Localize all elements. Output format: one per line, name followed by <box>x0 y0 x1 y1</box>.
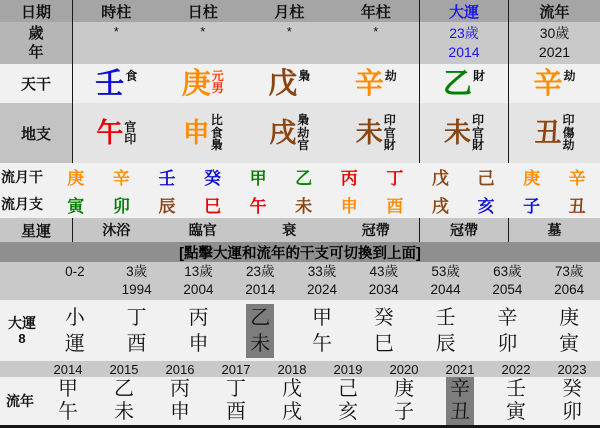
dayun-age: 3歲 1994 <box>121 264 152 297</box>
star-fortune-row <box>0 218 600 242</box>
flow-month-branch[interactable]: 卯 <box>112 196 130 216</box>
month-stem: 戊 梟 <box>268 67 311 100</box>
liunian-pillar[interactable]: 丙 申 <box>170 378 190 423</box>
liunian-pillar[interactable]: 甲 午 <box>58 378 78 423</box>
dayun-age: 73歲 2064 <box>554 264 585 297</box>
day-stem: 庚 元 男 <box>181 67 224 100</box>
liunian-year: 2015 <box>109 361 139 377</box>
liunian-year: 2023 <box>557 361 587 377</box>
dayun-stem: 乙 財 <box>442 67 486 100</box>
liunian-pillar[interactable]: 乙 未 <box>114 378 134 423</box>
header-liunian: 流年 <box>508 0 600 22</box>
age-year-label: 歲 年 <box>28 25 44 61</box>
flow-month-branch[interactable]: 戌 <box>431 196 449 216</box>
liunian-years-spacer <box>0 361 40 377</box>
flow-month-stem[interactable]: 壬 <box>158 169 176 188</box>
flow-month-branch[interactable]: 申 <box>340 196 358 216</box>
flow-month-stem[interactable]: 甲 <box>249 169 267 188</box>
flow-month-stem[interactable]: 戊 <box>431 169 449 188</box>
liunian-branch: 丑 印 傷 劫 <box>534 113 575 153</box>
header-date: 日期 <box>0 0 73 22</box>
flow-month-branch[interactable]: 寅 <box>67 196 85 216</box>
dayun-count: 8 <box>18 330 26 346</box>
liunian-stem: 辛 劫 <box>533 67 576 100</box>
earthly-branch-row <box>0 103 600 163</box>
dayun-pillar[interactable]: 甲 午 <box>312 306 333 355</box>
liunian-year: 2017 <box>221 361 251 377</box>
hint-banner <box>0 242 600 262</box>
flow-month-branch[interactable]: 辰 <box>158 196 176 216</box>
star-fortune-value: 冠帶 <box>361 222 390 238</box>
dayun-age: 0-2 <box>65 264 85 279</box>
dayun-age: 53歲 2044 <box>430 264 461 297</box>
flow-month-branch-label: 流月支 <box>1 196 43 212</box>
earthly-branch-label: 地支 <box>0 103 73 163</box>
flow-month-stem[interactable]: 丙 <box>340 169 358 188</box>
column-header-row <box>0 0 600 22</box>
liunian-pillar[interactable]: 己 亥 <box>338 378 358 423</box>
liunian-pillar[interactable]: 戊 戌 <box>282 378 302 423</box>
heavenly-stem-label: 天干 <box>0 64 73 103</box>
liunian-current-age: 30歲 2021 <box>538 25 571 60</box>
star-placeholder: * <box>286 24 292 39</box>
flow-month-stem[interactable]: 癸 <box>204 169 222 188</box>
dayun-pillar[interactable]: 丙 申 <box>188 306 209 355</box>
day-branch: 申 比 食 梟 <box>182 113 223 153</box>
liunian-year: 2016 <box>165 361 195 377</box>
dayun-row-label: 大運 8 <box>8 314 36 346</box>
flow-month-branch-row <box>0 190 600 218</box>
star-fortune-value: 衰 <box>282 222 297 238</box>
month-branch: 戌 梟 劫 官 <box>269 113 310 153</box>
flow-month-stem[interactable]: 庚 <box>67 169 85 188</box>
liunian-pillar[interactable]: 庚 子 <box>394 378 414 423</box>
liunian-year: 2014 <box>53 361 83 377</box>
header-dayun[interactable]: 大運 <box>419 0 508 22</box>
star-fortune-value: 墓 <box>508 218 600 242</box>
dayun-pillar[interactable]: 小 運 <box>64 306 85 355</box>
dayun-branch: 未 印 官 財 <box>443 113 484 153</box>
heavenly-stem-row <box>0 64 600 103</box>
flow-month-branch[interactable]: 亥 <box>477 196 495 216</box>
dayun-age: 13歲 2004 <box>183 264 214 297</box>
star-fortune-value: 冠帶 <box>419 218 508 242</box>
dayun-pillar[interactable]: 壬 辰 <box>435 306 456 355</box>
flow-month-stem[interactable]: 辛 <box>112 169 130 188</box>
flow-month-branch[interactable]: 巳 <box>204 196 222 216</box>
liunian-pillar[interactable]: 癸 卯 <box>562 378 582 423</box>
dayun-pillar[interactable]: 丁 酉 <box>126 306 147 355</box>
flow-month-branch[interactable]: 午 <box>249 196 267 216</box>
star-fortune-value: 沐浴 <box>102 222 131 238</box>
dayun-pillar[interactable]: 癸 巳 <box>373 306 394 355</box>
star-placeholder: * <box>373 24 379 39</box>
liunian-pillar[interactable]: 丁 酉 <box>226 378 246 423</box>
dayun-ages-row <box>0 262 600 300</box>
liunian-pillar-selected[interactable]: 辛 丑 <box>432 377 488 425</box>
dayun-age: 63歲 2054 <box>492 264 523 297</box>
flow-month-stem[interactable]: 乙 <box>295 169 313 188</box>
dayun-pillar[interactable]: 辛 卯 <box>497 306 518 355</box>
flow-month-stem-label: 流月干 <box>1 168 43 185</box>
hour-stem: 壬 食 <box>95 67 138 100</box>
dayun-pillars-row <box>0 300 600 361</box>
liunian-pillar[interactable]: 壬 寅 <box>506 378 526 423</box>
header-day-pillar: 日柱 <box>187 3 218 21</box>
liunian-year: 2019 <box>333 361 363 377</box>
dayun-age: 33歲 2024 <box>306 264 338 297</box>
header-month-pillar: 月柱 <box>274 3 305 21</box>
liunian-pillars-row <box>0 377 600 425</box>
liunian-year: 2022 <box>501 361 531 377</box>
flow-month-stem-row <box>0 163 600 190</box>
year-stem: 辛 劫 <box>354 67 397 100</box>
flow-month-branch[interactable]: 丑 <box>568 196 586 216</box>
header-hour-pillar: 時柱 <box>101 3 132 21</box>
liunian-row-label: 流年 <box>6 393 34 409</box>
star-fortune-label: 星運 <box>0 218 73 242</box>
star-placeholder: * <box>113 24 119 39</box>
dayun-pillar-selected[interactable]: 乙 未 <box>229 300 291 361</box>
liunian-year: 2021 <box>445 361 475 377</box>
dayun-age: 43歲 2034 <box>368 264 399 297</box>
star-placeholder: * <box>200 24 206 39</box>
flow-month-branch[interactable]: 子 <box>523 196 541 216</box>
flow-month-branch[interactable]: 未 <box>295 196 313 216</box>
liunian-year: 2020 <box>389 361 419 377</box>
age-year-row <box>0 22 600 64</box>
header-year-pillar: 年柱 <box>360 3 391 21</box>
dayun-current-age[interactable]: 23歲 2014 <box>448 25 480 60</box>
dayun-pillar[interactable]: 庚 寅 <box>559 306 580 355</box>
flow-month-stem[interactable]: 己 <box>477 169 495 188</box>
flow-month-stem[interactable]: 丁 <box>386 169 404 188</box>
dayun-ages-spacer <box>0 262 44 300</box>
flow-month-branch[interactable]: 酉 <box>386 196 404 216</box>
hour-branch: 午 官 印 <box>96 118 137 148</box>
dayun-age: 23歲 2014 <box>245 264 276 297</box>
year-branch: 未 印 官 財 <box>355 113 396 153</box>
flow-month-stem[interactable]: 庚 <box>523 169 541 188</box>
hint-banner-text: [點擊大運和流年的干支可切換到上面] <box>179 245 421 262</box>
flow-month-stem[interactable]: 辛 <box>568 169 586 188</box>
liunian-years-row <box>0 361 600 377</box>
star-fortune-value: 臨官 <box>188 222 217 238</box>
liunian-year: 2018 <box>277 361 307 377</box>
